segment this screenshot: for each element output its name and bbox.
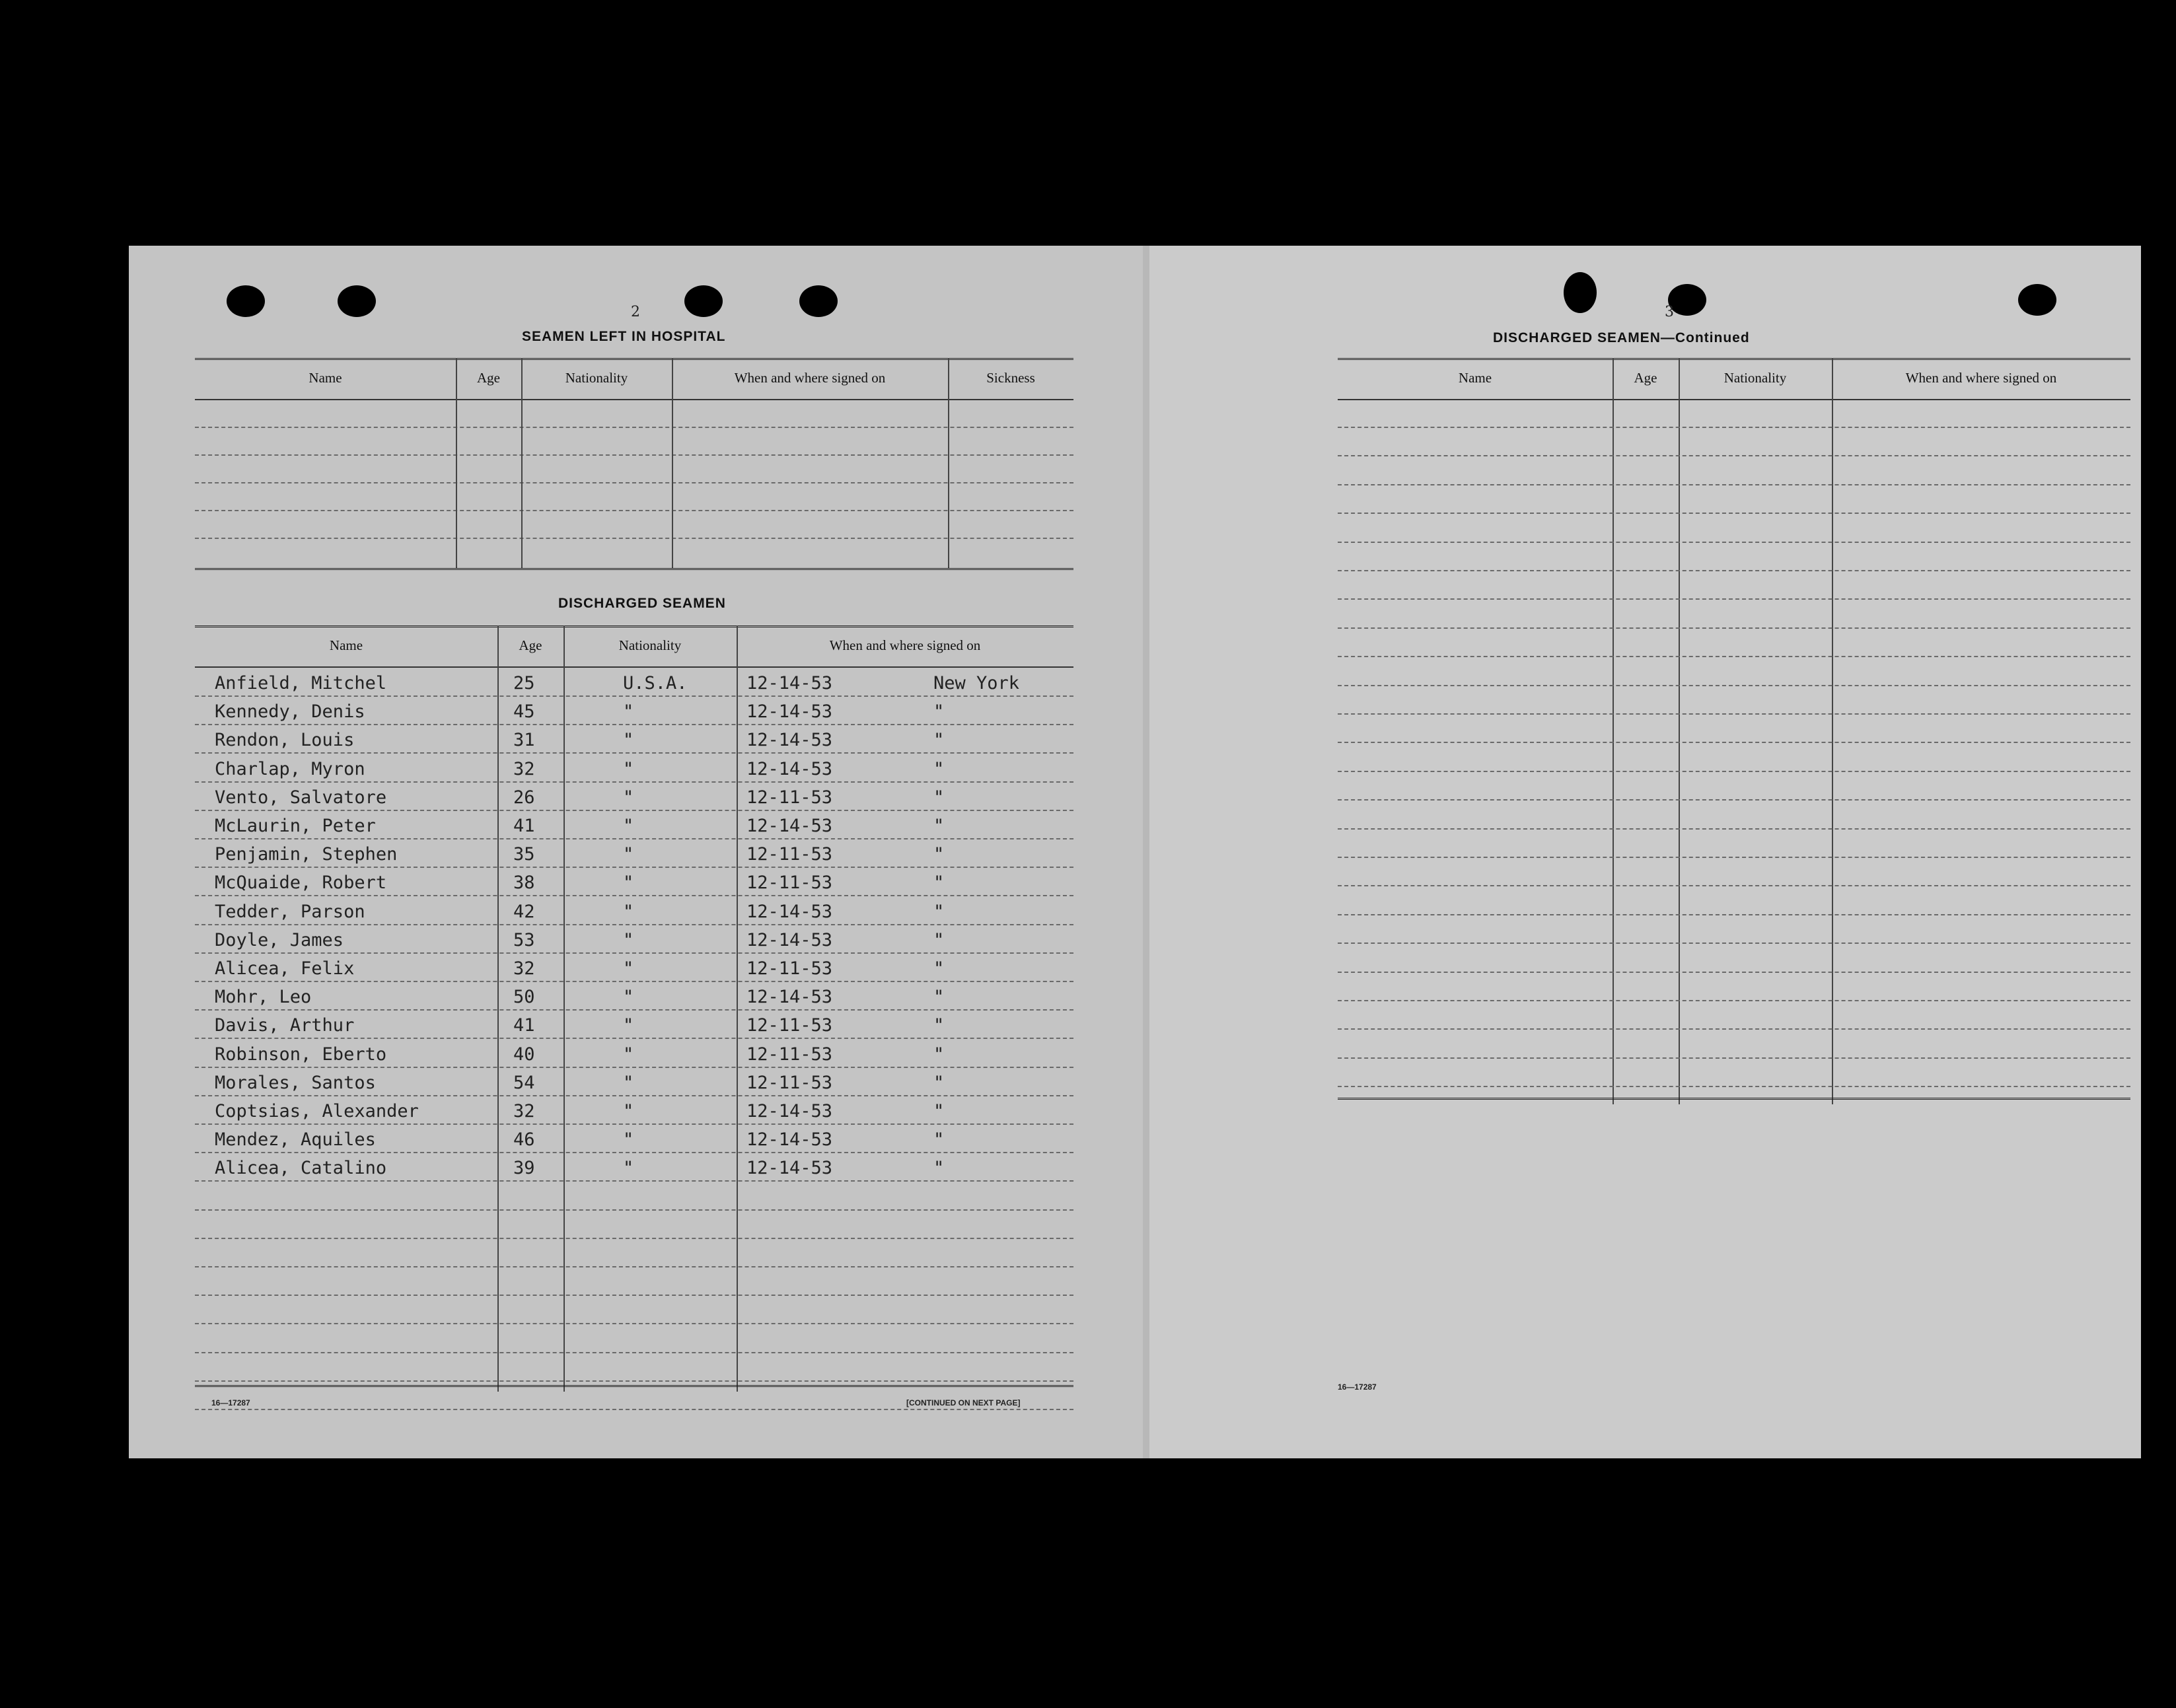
table-rule <box>1338 828 2130 830</box>
signed-on-date: 12-11-53 <box>746 844 833 865</box>
seaman-age: 41 <box>513 1015 535 1036</box>
seaman-age: 32 <box>513 1101 535 1121</box>
seaman-age: 38 <box>513 872 535 894</box>
seaman-name: Penjamin, Stephen <box>215 844 398 865</box>
table-rule <box>1338 1028 2130 1030</box>
table-rule <box>195 1266 1073 1267</box>
table-row <box>195 987 1073 1009</box>
column-header-name: Name <box>308 370 342 386</box>
table-rule <box>195 1295 1073 1296</box>
signed-on-place: " <box>933 1158 945 1179</box>
punch-hole <box>2018 284 2056 316</box>
signed-on-date: 12-11-53 <box>746 958 833 979</box>
table-rule <box>195 482 1073 483</box>
hospital-section-title: SEAMEN LEFT IN HOSPITAL <box>522 329 726 344</box>
seaman-nationality: " <box>623 787 634 808</box>
table-rule <box>1338 713 2130 715</box>
table-row <box>195 844 1073 867</box>
table-row <box>195 1101 1073 1123</box>
column-header-nationality: Nationality <box>565 370 628 386</box>
table-rule <box>195 810 1073 811</box>
punch-hole <box>227 285 265 317</box>
column-divider <box>1832 358 1833 1104</box>
signed-on-date: 12-11-53 <box>746 787 833 808</box>
signed-on-place: " <box>933 844 945 865</box>
table-rule <box>195 1209 1073 1211</box>
table-rule <box>195 1095 1073 1096</box>
discharged-continued-title: DISCHARGED SEAMEN—Continued <box>1493 330 1750 345</box>
table-rule <box>195 510 1073 511</box>
table-rule <box>1338 972 2130 973</box>
seaman-nationality: U.S.A. <box>623 673 688 694</box>
table-rule <box>195 399 1073 400</box>
page-number: 3 <box>1665 304 1674 320</box>
seaman-age: 39 <box>513 1158 535 1179</box>
table-rule <box>195 1038 1073 1039</box>
form-number: 16—17287 <box>1338 1382 1377 1392</box>
punch-hole <box>1564 272 1597 313</box>
seaman-name: Charlap, Myron <box>215 758 365 779</box>
table-rule <box>1338 799 2130 801</box>
table-rule <box>1338 1057 2130 1059</box>
seaman-age: 32 <box>513 958 535 979</box>
seaman-name: Robinson, Eberto <box>215 1044 387 1065</box>
seaman-nationality: " <box>623 872 634 894</box>
table-rule <box>195 695 1073 697</box>
seaman-name: Morales, Santos <box>215 1072 376 1093</box>
signed-on-date: 12-14-53 <box>746 730 833 751</box>
form-sheet <box>129 246 2141 1458</box>
table-row <box>195 730 1073 752</box>
seaman-nationality: " <box>623 701 634 723</box>
table-rule <box>195 838 1073 839</box>
seaman-age: 32 <box>513 758 535 779</box>
seaman-name: Alicea, Felix <box>215 958 355 979</box>
column-header-signed-on: When and where signed on <box>734 370 886 386</box>
table-rule <box>195 867 1073 868</box>
seaman-age: 35 <box>513 844 535 865</box>
table-rule <box>195 666 1073 668</box>
column-header-nationality: Nationality <box>618 637 682 653</box>
table-rule <box>1338 771 2130 772</box>
table-rule <box>195 724 1073 725</box>
seaman-name: Kennedy, Denis <box>215 701 365 723</box>
signed-on-place: " <box>933 816 945 836</box>
seaman-name: Alicea, Catalino <box>215 1158 387 1179</box>
table-row <box>195 1015 1073 1038</box>
table-rule <box>195 1009 1073 1011</box>
table-rule <box>1338 399 2130 400</box>
table-rule <box>195 568 1073 573</box>
table-rule <box>1338 484 2130 485</box>
punch-hole <box>684 285 723 317</box>
seaman-name: Anfield, Mitchel <box>215 673 387 694</box>
table-rule <box>195 1238 1073 1239</box>
table-row <box>195 673 1073 695</box>
continued-table <box>1338 358 2130 1104</box>
table-rule <box>195 1323 1073 1324</box>
seaman-name: Doyle, James <box>215 929 344 950</box>
signed-on-place: " <box>933 1129 945 1151</box>
signed-on-date: 12-14-53 <box>746 929 833 950</box>
continued-note: [CONTINUED ON NEXT PAGE] <box>906 1398 1021 1407</box>
page-fold <box>1143 246 1149 1458</box>
seaman-age: 31 <box>513 730 535 751</box>
table-rule <box>195 1409 1073 1410</box>
seaman-nationality: " <box>623 987 634 1008</box>
table-rule <box>1338 742 2130 743</box>
table-rule <box>195 1180 1073 1182</box>
signed-on-place: " <box>933 1015 945 1036</box>
seaman-nationality: " <box>623 1015 634 1036</box>
table-rule <box>195 538 1073 539</box>
form-number: 16—17287 <box>211 1398 250 1407</box>
table-rule <box>195 454 1073 456</box>
signed-on-date: 12-14-53 <box>746 701 833 723</box>
column-divider <box>521 358 523 568</box>
seaman-name: McQuaide, Robert <box>215 872 387 894</box>
table-rule <box>1338 513 2130 514</box>
column-header-name: Name <box>329 637 363 653</box>
seaman-nationality: " <box>623 816 634 836</box>
table-row <box>195 872 1073 895</box>
column-header-signed-on: When and where signed on <box>829 637 981 653</box>
table-rule <box>195 895 1073 896</box>
seaman-name: Rendon, Louis <box>215 730 355 751</box>
seaman-nationality: " <box>623 1129 634 1151</box>
signed-on-place: " <box>933 987 945 1008</box>
table-row <box>195 759 1073 781</box>
table-rule <box>1338 1000 2130 1001</box>
signed-on-date: 12-14-53 <box>746 816 833 836</box>
table-rule <box>1338 857 2130 858</box>
table-rule <box>1338 542 2130 543</box>
right-page <box>1149 246 2141 1458</box>
seaman-age: 42 <box>513 901 535 922</box>
seaman-nationality: " <box>623 929 634 950</box>
signed-on-date: 12-11-53 <box>746 1015 833 1036</box>
seaman-name: Davis, Arthur <box>215 1015 355 1036</box>
table-row <box>195 902 1073 924</box>
table-rule <box>1338 455 2130 456</box>
seaman-age: 26 <box>513 787 535 808</box>
seaman-age: 54 <box>513 1072 535 1093</box>
hospital-table <box>195 358 1073 576</box>
table-rule <box>1338 1086 2130 1087</box>
table-rule <box>195 781 1073 783</box>
seaman-nationality: " <box>623 1072 634 1093</box>
table-rule <box>195 1152 1073 1153</box>
punch-hole <box>799 285 838 317</box>
seaman-nationality: " <box>623 1101 634 1121</box>
column-header-age: Age <box>477 370 500 386</box>
table-rule <box>1338 1098 2130 1102</box>
table-rule <box>195 1352 1073 1353</box>
table-rule <box>1338 685 2130 686</box>
signed-on-place: " <box>933 1044 945 1065</box>
table-rule <box>195 1067 1073 1068</box>
table-row <box>195 787 1073 810</box>
seaman-name: McLaurin, Peter <box>215 816 376 836</box>
table-row <box>195 1044 1073 1067</box>
table-rule <box>1338 914 2130 915</box>
seaman-name: Tedder, Parson <box>215 901 365 922</box>
table-rule <box>195 981 1073 982</box>
table-rule <box>195 1385 1073 1390</box>
seaman-age: 41 <box>513 816 535 836</box>
signed-on-date: 12-14-53 <box>746 1129 833 1151</box>
signed-on-date: 12-14-53 <box>746 673 833 694</box>
column-header-age: Age <box>1634 370 1657 386</box>
signed-on-place: " <box>933 929 945 950</box>
column-divider <box>1679 358 1680 1104</box>
column-divider <box>948 358 949 568</box>
seaman-age: 53 <box>513 929 535 950</box>
signed-on-place: " <box>933 787 945 808</box>
signed-on-place: New York <box>933 673 1020 694</box>
seaman-age: 46 <box>513 1129 535 1151</box>
table-rule <box>1338 570 2130 571</box>
signed-on-place: " <box>933 901 945 922</box>
signed-on-date: 12-11-53 <box>746 872 833 894</box>
table-rule <box>1338 627 2130 629</box>
seaman-age: 25 <box>513 673 535 694</box>
table-row <box>195 1158 1073 1180</box>
column-header-age: Age <box>519 637 542 653</box>
signed-on-place: " <box>933 758 945 779</box>
seaman-nationality: " <box>623 1158 634 1179</box>
table-row <box>195 816 1073 838</box>
column-divider <box>672 358 673 568</box>
signed-on-date: 12-14-53 <box>746 1158 833 1179</box>
seaman-nationality: " <box>623 844 634 865</box>
column-divider <box>456 358 457 568</box>
signed-on-place: " <box>933 958 945 979</box>
seaman-age: 50 <box>513 987 535 1008</box>
signed-on-date: 12-14-53 <box>746 901 833 922</box>
table-row <box>195 958 1073 981</box>
column-header-nationality: Nationality <box>1723 370 1787 386</box>
seaman-name: Vento, Salvatore <box>215 787 387 808</box>
column-header-signed-on: When and where signed on <box>1905 370 2057 386</box>
column-header-sickness: Sickness <box>986 370 1035 386</box>
punch-hole <box>338 285 376 317</box>
seaman-nationality: " <box>623 758 634 779</box>
seaman-nationality: " <box>623 1044 634 1065</box>
seaman-nationality: " <box>623 730 634 751</box>
seaman-age: 45 <box>513 701 535 723</box>
seaman-nationality: " <box>623 901 634 922</box>
signed-on-place: " <box>933 701 945 723</box>
signed-on-date: 12-14-53 <box>746 758 833 779</box>
table-rule <box>195 358 1073 363</box>
signed-on-place: " <box>933 872 945 894</box>
seaman-nationality: " <box>623 958 634 979</box>
signed-on-place: " <box>933 730 945 751</box>
table-rule <box>195 625 1073 630</box>
table-rule <box>1338 427 2130 428</box>
table-row <box>195 930 1073 952</box>
table-rule <box>195 752 1073 754</box>
signed-on-date: 12-14-53 <box>746 1101 833 1121</box>
table-rule <box>195 1380 1073 1382</box>
table-rule <box>1338 943 2130 944</box>
signed-on-place: " <box>933 1101 945 1121</box>
table-rule <box>195 924 1073 925</box>
page-number: 2 <box>631 304 640 320</box>
signed-on-date: 12-11-53 <box>746 1044 833 1065</box>
discharged-section-title: DISCHARGED SEAMEN <box>558 596 726 611</box>
left-page <box>129 246 1143 1458</box>
table-rule <box>195 427 1073 428</box>
seaman-name: Mendez, Aquiles <box>215 1129 376 1151</box>
signed-on-place: " <box>933 1072 945 1093</box>
seaman-age: 40 <box>513 1044 535 1065</box>
table-row <box>195 1073 1073 1095</box>
discharged-table <box>195 625 1073 1392</box>
table-rule <box>1338 598 2130 600</box>
signed-on-date: 12-14-53 <box>746 987 833 1008</box>
table-rule <box>1338 656 2130 657</box>
column-header-name: Name <box>1458 370 1492 386</box>
signed-on-date: 12-11-53 <box>746 1072 833 1093</box>
table-rule <box>1338 885 2130 886</box>
column-divider <box>1613 358 1614 1104</box>
table-rule <box>195 1123 1073 1125</box>
seaman-name: Coptsias, Alexander <box>215 1101 419 1121</box>
table-rule <box>195 952 1073 954</box>
table-row <box>195 1129 1073 1152</box>
table-rule <box>1338 358 2130 363</box>
table-row <box>195 701 1073 724</box>
seaman-name: Mohr, Leo <box>215 987 312 1008</box>
